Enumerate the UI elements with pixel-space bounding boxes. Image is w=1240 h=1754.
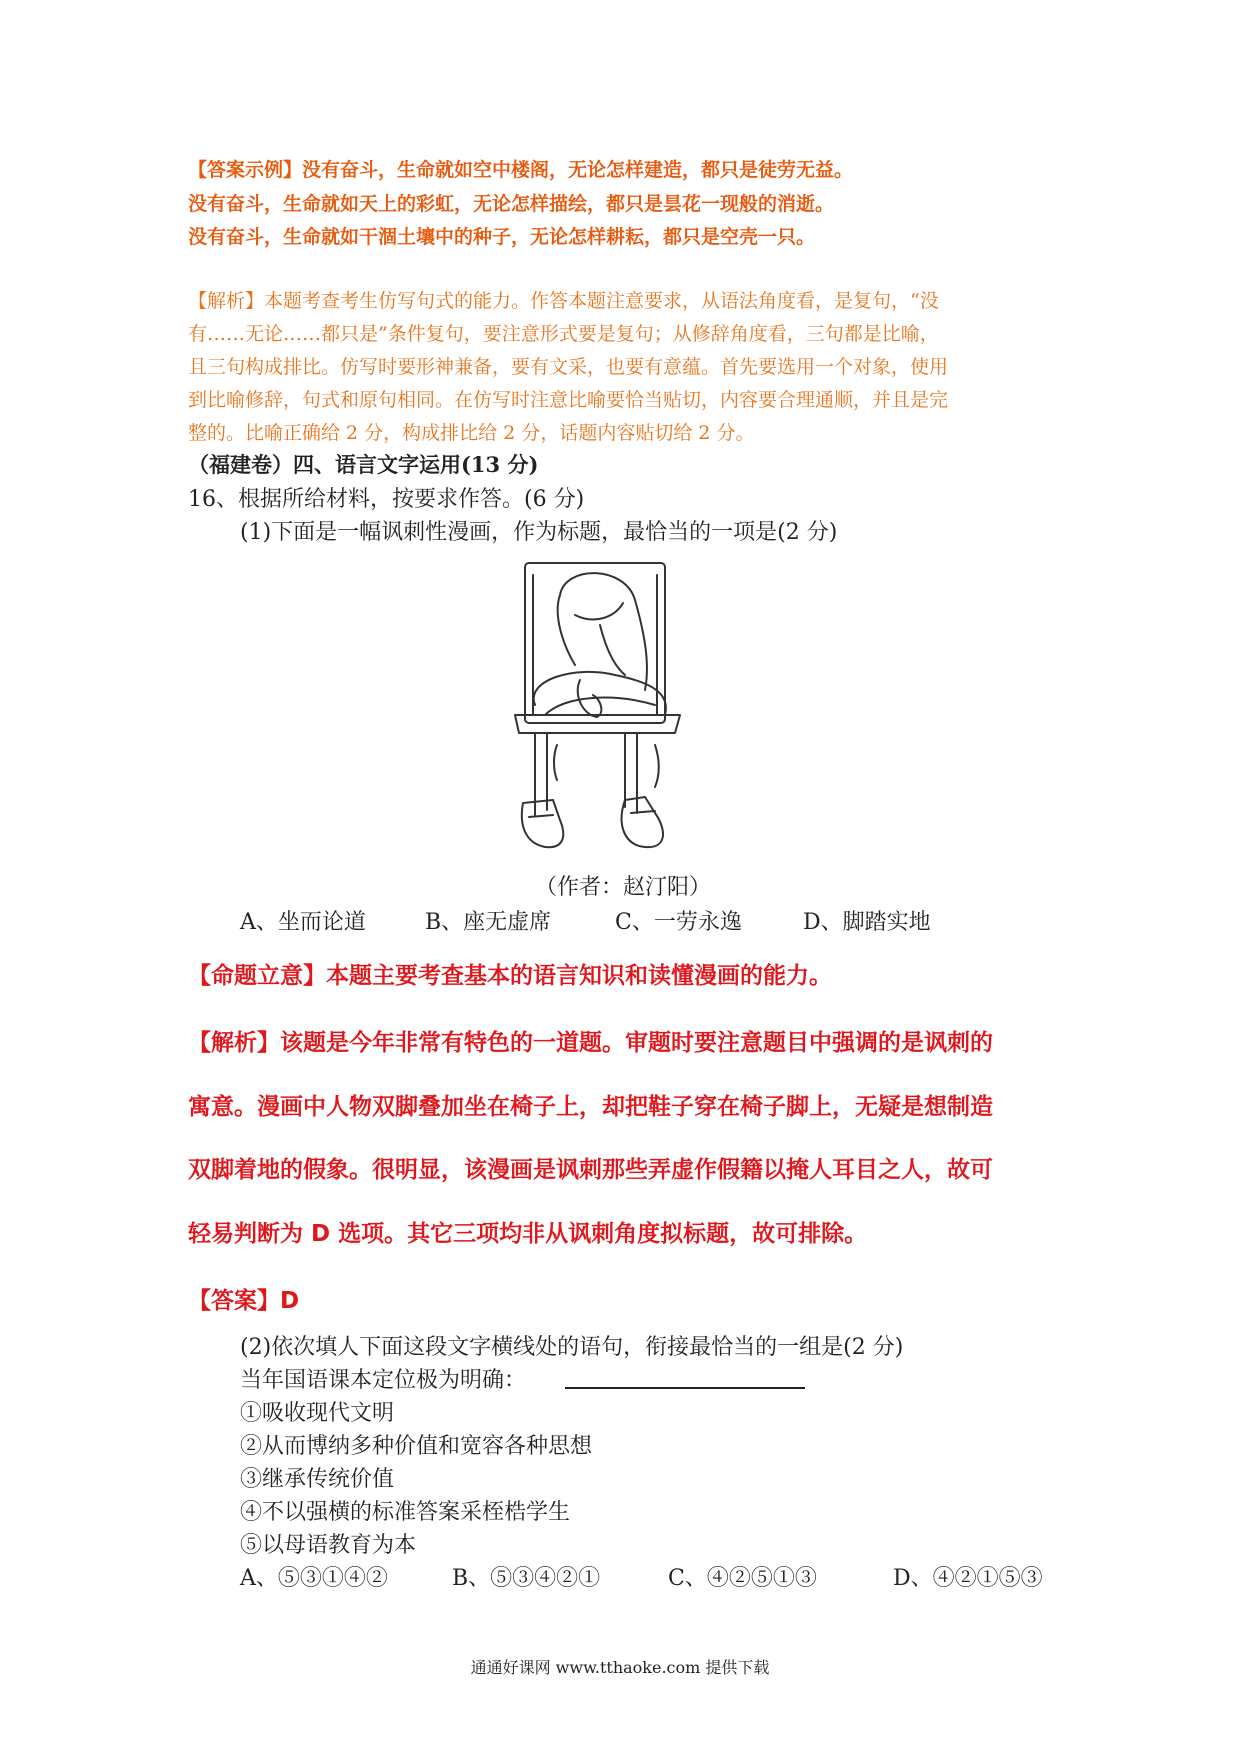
- analysis2-line: 寓意。漫画中人物双脚叠加坐在椅子上，却把鞋子穿在椅子脚上，无疑是想制造: [188, 1094, 993, 1120]
- answer-example-line-3: 没有奋斗，生命就如干涸土壤中的种子，无论怎样耕耘，都只是空壳一只。: [188, 226, 816, 248]
- analysis1-line: 【解析】本题考查考生仿写句式的能力。作答本题注意要求，从语法角度看，是复句，“没: [188, 290, 939, 312]
- section-title: （福建卷）四、语言文字运用(13 分): [188, 452, 539, 477]
- q2-option-b: B、⑤③④②①: [452, 1566, 601, 1591]
- q2-option-d: D、④②①⑤③: [893, 1566, 1043, 1591]
- q2-item: ③继承传统价值: [240, 1467, 395, 1492]
- analysis1-line: 整的。比喻正确给 2 分，构成排比给 2 分，话题内容贴切给 2 分。: [188, 422, 755, 444]
- q16-option-a: A、坐而论道: [240, 910, 366, 935]
- q2-item: ④不以强横的标准答案采桎梏学生: [240, 1500, 571, 1525]
- q2-title: (2)依次填人下面这段文字横线处的语句，衔接最恰当的一组是(2 分): [240, 1335, 904, 1360]
- q2-stem: 当年国语课本定位极为明确：: [240, 1368, 527, 1393]
- q2-option-c: C、④②⑤①③: [668, 1566, 817, 1591]
- proposition: 【命题立意】本题主要考查基本的语言知识和读懂漫画的能力。: [188, 963, 832, 989]
- answer: 【答案】D: [188, 1288, 300, 1314]
- q2-item: ①吸收现代文明: [240, 1401, 395, 1426]
- analysis2-line: 双脚着地的假象。很明显，该漫画是讽刺那些弄虚作假籍以掩人耳目之人，故可: [188, 1157, 993, 1183]
- cartoon-illustration: [505, 555, 700, 855]
- page-footer: 通通好课网 www.tthaoke.com 提供下载: [470, 1658, 770, 1677]
- q2-option-a: A、⑤③①④②: [240, 1566, 388, 1591]
- answer-example-line-2: 没有奋斗，生命就如天上的彩虹，无论怎样描绘，都只是昙花一现般的消逝。: [188, 193, 835, 215]
- analysis1-line: 到比喻修辞，句式和原句相同。在仿写时注意比喻要恰当贴切，内容要合理通顺，并且是完: [188, 389, 949, 411]
- analysis1-line: 且三句构成排比。仿写时要形神兼备，要有文采，也要有意蕴。首先要选用一个对象，使用: [188, 356, 949, 378]
- q2-item: ⑤以母语教育为本: [240, 1533, 417, 1558]
- q16-option-d: D、脚踏实地: [803, 910, 931, 935]
- analysis1-line: 有……无论……都只是”条件复句，要注意形式要是复句；从修辞角度看，三句都是比喻，: [188, 323, 939, 345]
- q2-item: ②从而博纳多种价值和宽容各种思想: [240, 1434, 593, 1459]
- q16-title: 16、根据所给材料，按要求作答。(6 分): [188, 487, 585, 512]
- analysis2-line: 【解析】该题是今年非常有特色的一道题。审题时要注意题目中强调的是讽刺的: [188, 1030, 993, 1056]
- answer-example-line-1: 【答案示例】没有奋斗，生命就如空中楼阁，无论怎样建造，都只是徒劳无益。: [188, 159, 854, 181]
- q16-sub1: (1)下面是一幅讽刺性漫画，作为标题，最恰当的一项是(2 分): [240, 520, 838, 545]
- q16-option-c: C、一劳永逸: [615, 910, 742, 935]
- analysis2-line: 轻易判断为 D 选项。其它三项均非从讽刺角度拟标题，故可排除。: [188, 1221, 868, 1247]
- cartoon-caption: （作者：赵汀阳）: [535, 875, 712, 900]
- fill-in-blank-line: [565, 1387, 805, 1389]
- q16-option-b: B、座无虚席: [425, 910, 552, 935]
